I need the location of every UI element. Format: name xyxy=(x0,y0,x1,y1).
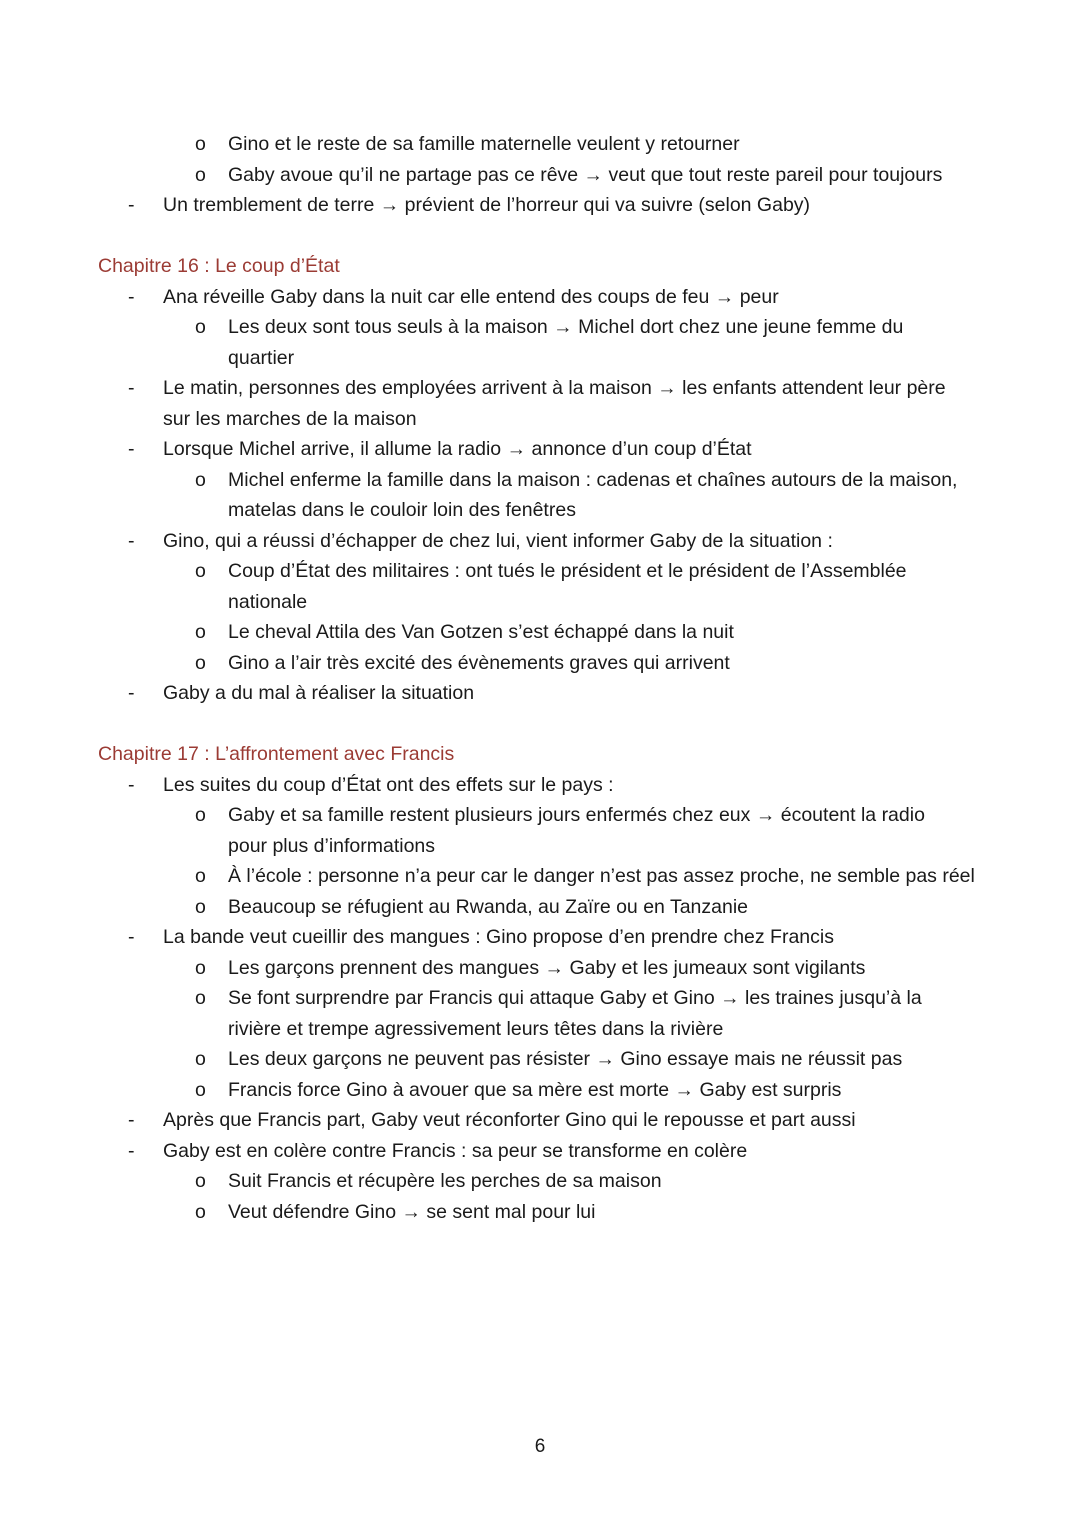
circle-bullet: o xyxy=(195,895,206,918)
list-item-text: Se font surprendre par Francis qui attaque Gaby et Gino → les traines jusqu’à la xyxy=(228,987,922,1009)
dash-bullet: - xyxy=(128,285,135,308)
list-item-text: Coup d’État des militaires : ont tués le président et le président de l’Assemblée xyxy=(228,560,907,582)
list-item-text: Gaby avoue qu’il ne partage pas ce rêve → veut que tout reste pareil pour toujours xyxy=(228,163,943,186)
chapter-heading: Chapitre 16 : Le coup d’État xyxy=(98,255,340,277)
list-item-text: Après que Francis part, Gaby veut réconforter Gino qui le repousse et part aussi xyxy=(163,1109,856,1131)
list-item-text: Lorsque Michel arrive, il allume la radio → annonce d’un coup d’État xyxy=(163,438,752,460)
circle-bullet: o xyxy=(195,560,206,582)
list-item-text: Francis force Gino à avouer que sa mère est morte → Gaby est surpris xyxy=(228,1078,842,1101)
list-item-text: Un tremblement de terre → prévient de l’horreur qui va suivre (selon Gaby) xyxy=(163,194,811,216)
circle-bullet: o xyxy=(195,1200,206,1223)
circle-bullet: o xyxy=(195,987,206,1009)
list-item-text: rivière et trempe agressivement leurs têtes dans la rivière xyxy=(228,1017,724,1040)
list-item-text: Gino, qui a réussi d’échapper de chez lui, vient informer Gaby de la situation : xyxy=(163,529,833,552)
dash-bullet: - xyxy=(128,1109,135,1131)
dash-bullet: - xyxy=(128,438,135,460)
list-item-text: matelas dans le couloir loin des fenêtres xyxy=(228,499,576,521)
dash-bullet: - xyxy=(128,377,135,399)
dash-bullet: - xyxy=(128,529,135,552)
list-item-text: Le matin, personnes des employées arrivent à la maison → les enfants attendent leur père xyxy=(163,377,946,399)
circle-bullet: o xyxy=(195,468,206,491)
page-number: 6 xyxy=(534,1436,546,1457)
list-item-text: Gaby est en colère contre Francis : sa peur se transforme en colère xyxy=(163,1139,748,1162)
circle-bullet: o xyxy=(195,621,206,643)
circle-bullet: o xyxy=(195,651,206,674)
list-item-text: Gaby et sa famille restent plusieurs jours enfermés chez eux → écoutent la radio xyxy=(228,804,925,826)
dash-bullet: - xyxy=(128,194,135,216)
list-item-text: La bande veut cueillir des mangues : Gino propose d’en prendre chez Francis xyxy=(163,926,834,948)
list-item-text: Gino et le reste de sa famille maternelle veulent y retourner xyxy=(228,133,740,155)
list-item-text: À l’école : personne n’a peur car le danger n’est pas assez proche, ne semble pas réel xyxy=(228,865,975,887)
dash-bullet: - xyxy=(128,682,135,704)
list-item-text: Les deux garçons ne peuvent pas résister → Gino essaye mais ne réussit pas xyxy=(228,1048,903,1070)
circle-bullet: o xyxy=(195,133,206,155)
circle-bullet: o xyxy=(195,865,206,887)
list-item-text: pour plus d’informations xyxy=(228,834,436,857)
list-item-text: Gino a l’air très excité des évènements graves qui arrivent xyxy=(228,651,730,674)
circle-bullet: o xyxy=(195,163,206,186)
circle-bullet: o xyxy=(195,1048,206,1070)
circle-bullet: o xyxy=(195,1078,206,1101)
circle-bullet: o xyxy=(195,1170,206,1192)
list-item-text: Ana réveille Gaby dans la nuit car elle entend des coups de feu → peur xyxy=(163,285,779,308)
list-item-text: Michel enferme la famille dans la maison : cadenas et chaînes autours de la maison, xyxy=(228,468,958,491)
chapter-heading: Chapitre 17 : L’affrontement avec Francis xyxy=(98,743,455,765)
dash-bullet: - xyxy=(128,773,135,796)
list-item-text: nationale xyxy=(228,590,308,613)
list-item-text: sur les marches de la maison xyxy=(163,407,417,430)
circle-bullet: o xyxy=(195,316,206,338)
circle-bullet: o xyxy=(195,956,206,979)
list-item-text: quartier xyxy=(228,346,295,369)
circle-bullet: o xyxy=(195,804,206,826)
list-item-text: Les garçons prennent des mangues → Gaby et les jumeaux sont vigilants xyxy=(228,956,866,979)
list-item-text: Les suites du coup d’État ont des effets sur le pays : xyxy=(163,773,614,796)
list-item-text: Les deux sont tous seuls à la maison → Michel dort chez une jeune femme du xyxy=(228,316,904,338)
list-item-text: Beaucoup se réfugient au Rwanda, au Zaïre ou en Tanzanie xyxy=(228,895,749,918)
list-item-text: Gaby a du mal à réaliser la situation xyxy=(163,682,475,704)
dash-bullet: - xyxy=(128,1139,135,1162)
list-item-text: Veut défendre Gino → se sent mal pour lui xyxy=(228,1200,596,1223)
dash-bullet: - xyxy=(128,926,135,948)
list-item-text: Le cheval Attila des Van Gotzen s’est échappé dans la nuit xyxy=(228,621,734,643)
list-item-text: Suit Francis et récupère les perches de sa maison xyxy=(228,1170,662,1192)
